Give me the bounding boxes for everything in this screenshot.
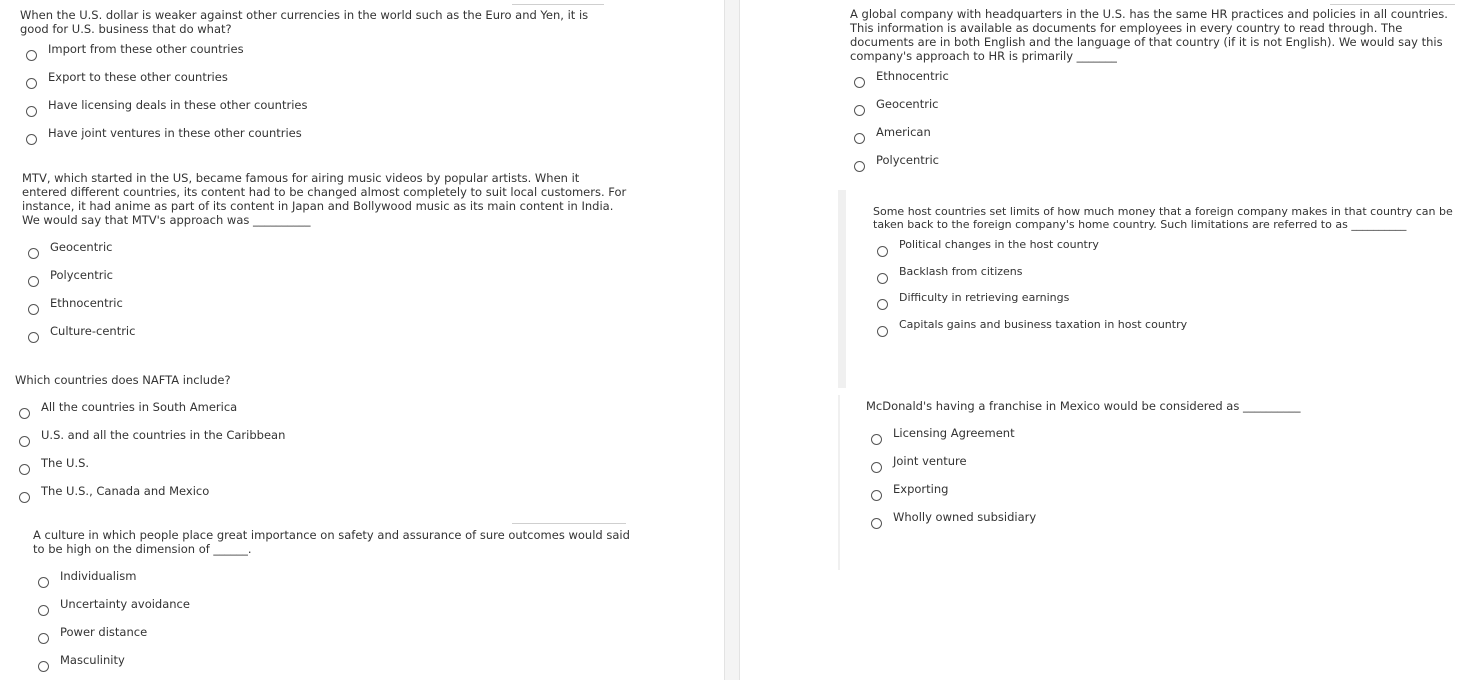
question-text: A global company with headquarters in the U.S. has the same HR practices and policies in all countries. This information is available as documents for employees in every country to read through. The documents are in both English and the language of that country (if it is not English). We would say this company's approach to HR is primarily _______ — [850, 7, 1448, 63]
radio-button[interactable] — [28, 276, 39, 287]
option-label: Capitals gains and business taxation in host country — [899, 317, 1188, 331]
answer-option[interactable] — [19, 428, 615, 456]
question-5 — [850, 7, 1460, 181]
radio-button[interactable] — [877, 273, 888, 284]
answer-option[interactable] — [26, 126, 620, 154]
radio-button[interactable] — [871, 434, 882, 445]
answer-blank-line — [1330, 4, 1455, 5]
option-label: Ethnocentric — [50, 296, 123, 310]
question-text: Some host countries set limits of how much money that a foreign company makes in that country can be taken back to the foreign company's home country. Such limitations are referred to as __________ — [873, 205, 1453, 231]
question-4 — [33, 528, 633, 681]
answer-option[interactable] — [854, 125, 1460, 153]
radio-button[interactable] — [19, 464, 30, 475]
answer-option[interactable] — [877, 238, 1453, 265]
radio-button[interactable] — [877, 299, 888, 310]
option-label: The U.S., Canada and Mexico — [41, 484, 210, 498]
answer-option[interactable] — [28, 324, 627, 352]
option-label: Power distance — [60, 625, 148, 639]
radio-button[interactable] — [26, 134, 37, 145]
radio-button[interactable] — [854, 105, 865, 116]
page-divider — [724, 0, 740, 680]
option-label: Ethnocentric — [876, 69, 949, 83]
question-6 — [873, 205, 1453, 344]
answer-option[interactable] — [854, 69, 1460, 97]
answer-blank-line — [512, 523, 626, 524]
radio-button[interactable] — [28, 332, 39, 343]
option-label: Masculinity — [60, 653, 125, 667]
radio-button[interactable] — [877, 246, 888, 257]
answer-option[interactable] — [38, 597, 633, 625]
radio-button[interactable] — [854, 161, 865, 172]
answer-option[interactable] — [871, 510, 1456, 538]
answer-option[interactable] — [877, 265, 1453, 292]
answer-option[interactable] — [28, 296, 627, 324]
option-label: Geocentric — [876, 97, 939, 111]
option-label: Have joint ventures in these other countries — [48, 126, 302, 140]
radio-button[interactable] — [19, 436, 30, 447]
answer-option[interactable] — [26, 42, 620, 70]
radio-button[interactable] — [871, 462, 882, 473]
answer-option[interactable] — [877, 291, 1453, 318]
option-label: All the countries in South America — [41, 400, 238, 414]
option-label: Uncertainty avoidance — [60, 597, 190, 611]
option-label: Backlash from citizens — [899, 264, 1023, 278]
radio-button[interactable] — [26, 106, 37, 117]
option-label: Individualism — [60, 569, 137, 583]
question-text: A culture in which people place great importance on safety and assurance of sure outcomes would said to be high on the dimension of ______. — [33, 528, 630, 556]
radio-button[interactable] — [28, 304, 39, 315]
option-label: Licensing Agreement — [893, 426, 1015, 440]
option-label: Export to these other countries — [48, 70, 228, 84]
radio-button[interactable] — [26, 50, 37, 61]
answer-option[interactable] — [28, 240, 627, 268]
option-label: Culture-centric — [50, 324, 136, 338]
option-label: Wholly owned subsidiary — [893, 510, 1037, 524]
answer-option[interactable] — [854, 97, 1460, 125]
radio-button[interactable] — [38, 577, 49, 588]
option-label: Geocentric — [50, 240, 113, 254]
answer-option[interactable] — [28, 268, 627, 296]
question-text: Which countries does NAFTA include? — [15, 373, 231, 387]
answer-option[interactable] — [38, 569, 633, 597]
answer-option[interactable] — [871, 426, 1456, 454]
radio-button[interactable] — [19, 492, 30, 503]
question-text: MTV, which started in the US, became famous for airing music videos by popular artists. When it entered different countries, its content had to be changed almost completely to suit local customers. For instance, it had anime as part of its content in Japan and Bollywood music as its main content in India. We would say that MTV's approach was __________ — [22, 171, 627, 227]
answer-blank-line — [512, 4, 604, 5]
option-label: The U.S. — [41, 456, 90, 470]
answer-option[interactable] — [19, 456, 615, 484]
radio-button[interactable] — [26, 78, 37, 89]
answer-option[interactable] — [19, 400, 615, 428]
option-label: American — [876, 125, 931, 139]
radio-button[interactable] — [854, 77, 865, 88]
question-text: When the U.S. dollar is weaker against other currencies in the world such as the Euro and Yen, it is good for U.S. business that do what? — [20, 8, 589, 36]
radio-button[interactable] — [28, 248, 39, 259]
option-label: U.S. and all the countries in the Caribbean — [41, 428, 286, 442]
radio-button[interactable] — [38, 605, 49, 616]
option-label: Import from these other countries — [48, 42, 244, 56]
option-label: Exporting — [893, 482, 949, 496]
question-1 — [20, 8, 620, 154]
radio-button[interactable] — [38, 633, 49, 644]
question-2 — [22, 171, 627, 352]
section-divider — [838, 190, 846, 388]
answer-option[interactable] — [26, 70, 620, 98]
radio-button[interactable] — [19, 408, 30, 419]
answer-option[interactable] — [877, 318, 1453, 345]
option-label: Polycentric — [876, 153, 940, 167]
answer-option[interactable] — [19, 484, 615, 512]
option-label: Political changes in the host country — [899, 238, 1099, 251]
option-label: Joint venture — [893, 454, 967, 468]
answer-option[interactable] — [38, 653, 633, 681]
radio-button[interactable] — [871, 490, 882, 501]
question-text: McDonald's having a franchise in Mexico would be considered as __________ — [866, 399, 1301, 413]
option-label: Have licensing deals in these other countries — [48, 98, 308, 112]
answer-option[interactable] — [38, 625, 633, 653]
radio-button[interactable] — [38, 661, 49, 672]
question-3 — [15, 373, 615, 512]
answer-option[interactable] — [871, 482, 1456, 510]
radio-button[interactable] — [871, 518, 882, 529]
radio-button[interactable] — [854, 133, 865, 144]
answer-option[interactable] — [854, 153, 1460, 181]
option-label: Polycentric — [50, 268, 114, 282]
radio-button[interactable] — [877, 326, 888, 337]
option-label: Difficulty in retrieving earnings — [899, 291, 1070, 304]
answer-option[interactable] — [26, 98, 620, 126]
section-divider — [838, 395, 840, 570]
question-7 — [866, 399, 1456, 538]
answer-option[interactable] — [871, 454, 1456, 482]
